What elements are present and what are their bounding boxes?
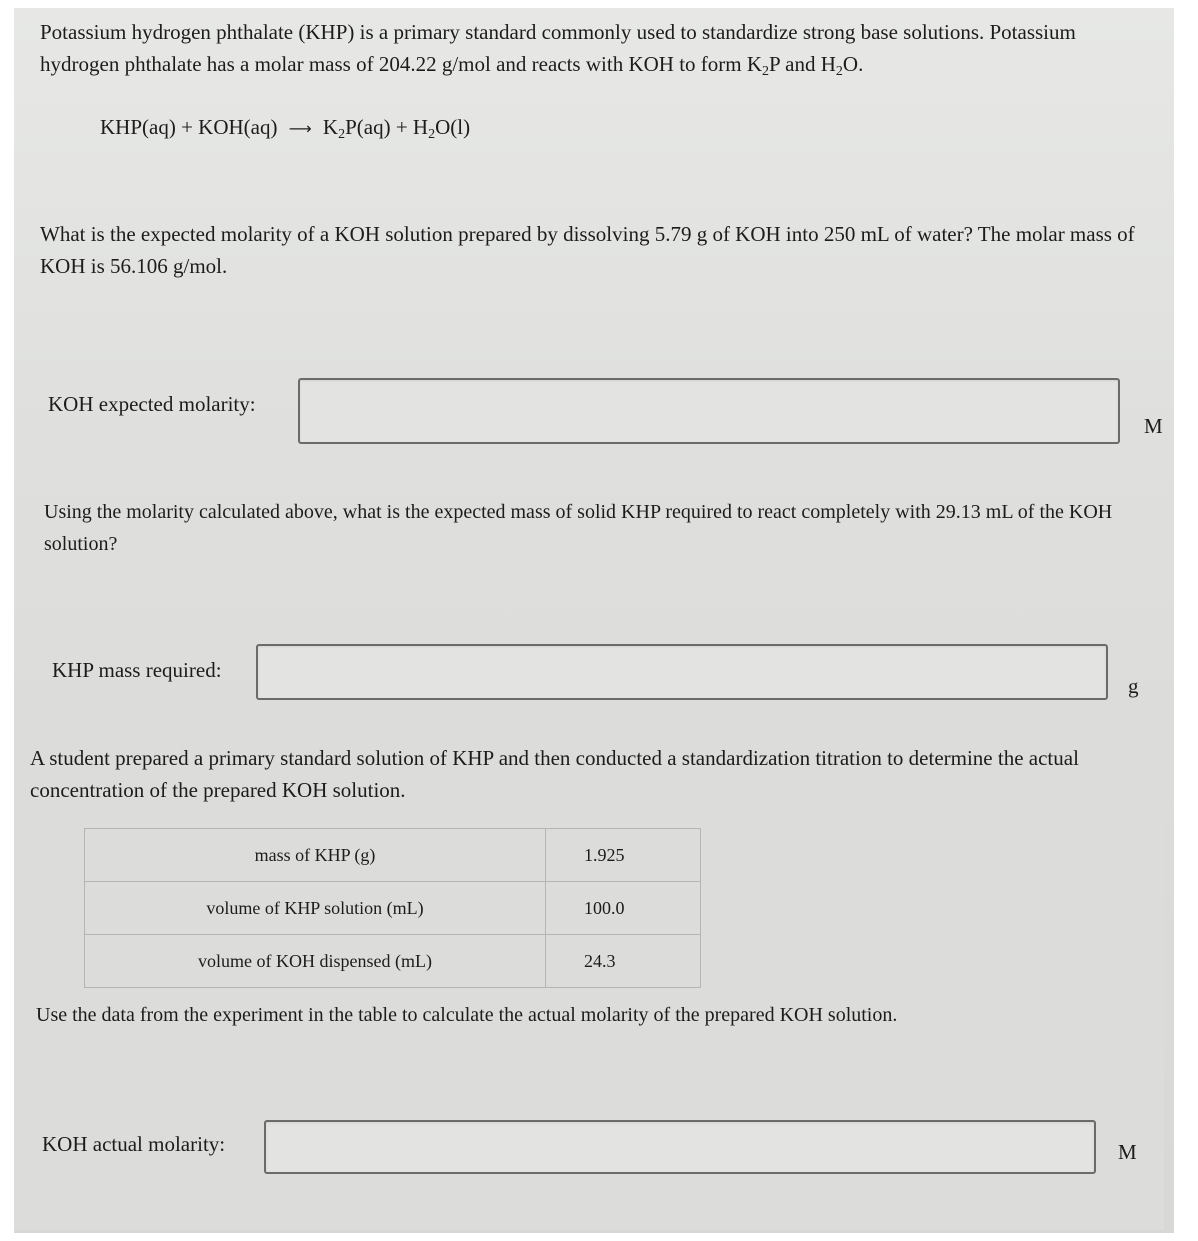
molarity-unit-label: M — [1118, 1140, 1137, 1164]
koh-expected-molarity-input[interactable] — [298, 378, 1120, 444]
molarity-unit-label: M — [1144, 414, 1163, 438]
equation-product-k: K — [322, 115, 339, 139]
table-row — [85, 935, 701, 988]
equation-product-end: O(l) — [435, 115, 471, 139]
table-cell-label: mass of KHP (g) — [85, 829, 546, 882]
khp-mass-required-input[interactable] — [256, 644, 1108, 700]
table-cell-value: 1.925 — [546, 829, 701, 882]
equation-reactants: KHP(aq) + KOH(aq) — [100, 115, 278, 139]
question-2: Using the molarity calculated above, what is the expected mass of solid KHP required to react completely with 29.13 mL of the KOH solution? — [44, 501, 1113, 555]
koh-actual-molarity-input[interactable] — [264, 1120, 1096, 1174]
intro-line-2b: P and H — [769, 52, 836, 76]
intro-line-2c: O. — [842, 52, 864, 76]
intro-line-2a: hydrogen phthalate has a molar mass of 204.22 g/mol and reacts with KOH to form K — [40, 52, 763, 76]
khp-mass-required-label: KHP mass required: — [52, 658, 222, 682]
table-cell-value: 100.0 — [546, 882, 701, 935]
reaction-arrow-icon: ⟶ — [288, 119, 312, 138]
subscript: 2 — [338, 127, 346, 142]
mass-unit-label: g — [1128, 674, 1139, 698]
experiment-data-table — [84, 828, 701, 988]
table-row — [85, 829, 701, 882]
question-4: Use the data from the experiment in the table to calculate the actual molarity of the prepared KOH solution. — [36, 1004, 898, 1026]
table-row — [85, 882, 701, 935]
intro-paragraph — [40, 16, 1160, 80]
koh-expected-molarity-label: KOH expected molarity: — [48, 392, 256, 416]
equation-product-mid: P(aq) + H — [345, 115, 429, 139]
subscript: 2 — [428, 127, 436, 142]
intro-line-1: Potassium hydrogen phthalate (KHP) is a primary standard commonly used to standardize strong base solutions. Potassium — [40, 20, 1076, 44]
table-cell-label: volume of KHP solution (mL) — [85, 882, 546, 935]
question-3: A student prepared a primary standard solution of KHP and then conducted a standardization titration to determine the actual concentration of the prepared KOH solution. — [30, 746, 1079, 802]
subscript: 2 — [835, 64, 843, 79]
koh-actual-molarity-label: KOH actual molarity: — [42, 1132, 226, 1156]
subscript: 2 — [762, 64, 770, 79]
question-1: What is the expected molarity of a KOH solution prepared by dissolving 5.79 g of KOH into 250 mL of water? The molar mass of KOH is 56.106 g/mol. — [40, 222, 1135, 278]
table-cell-label: volume of KOH dispensed (mL) — [85, 935, 546, 988]
reaction-equation — [100, 112, 470, 144]
table-cell-value: 24.3 — [546, 935, 701, 988]
